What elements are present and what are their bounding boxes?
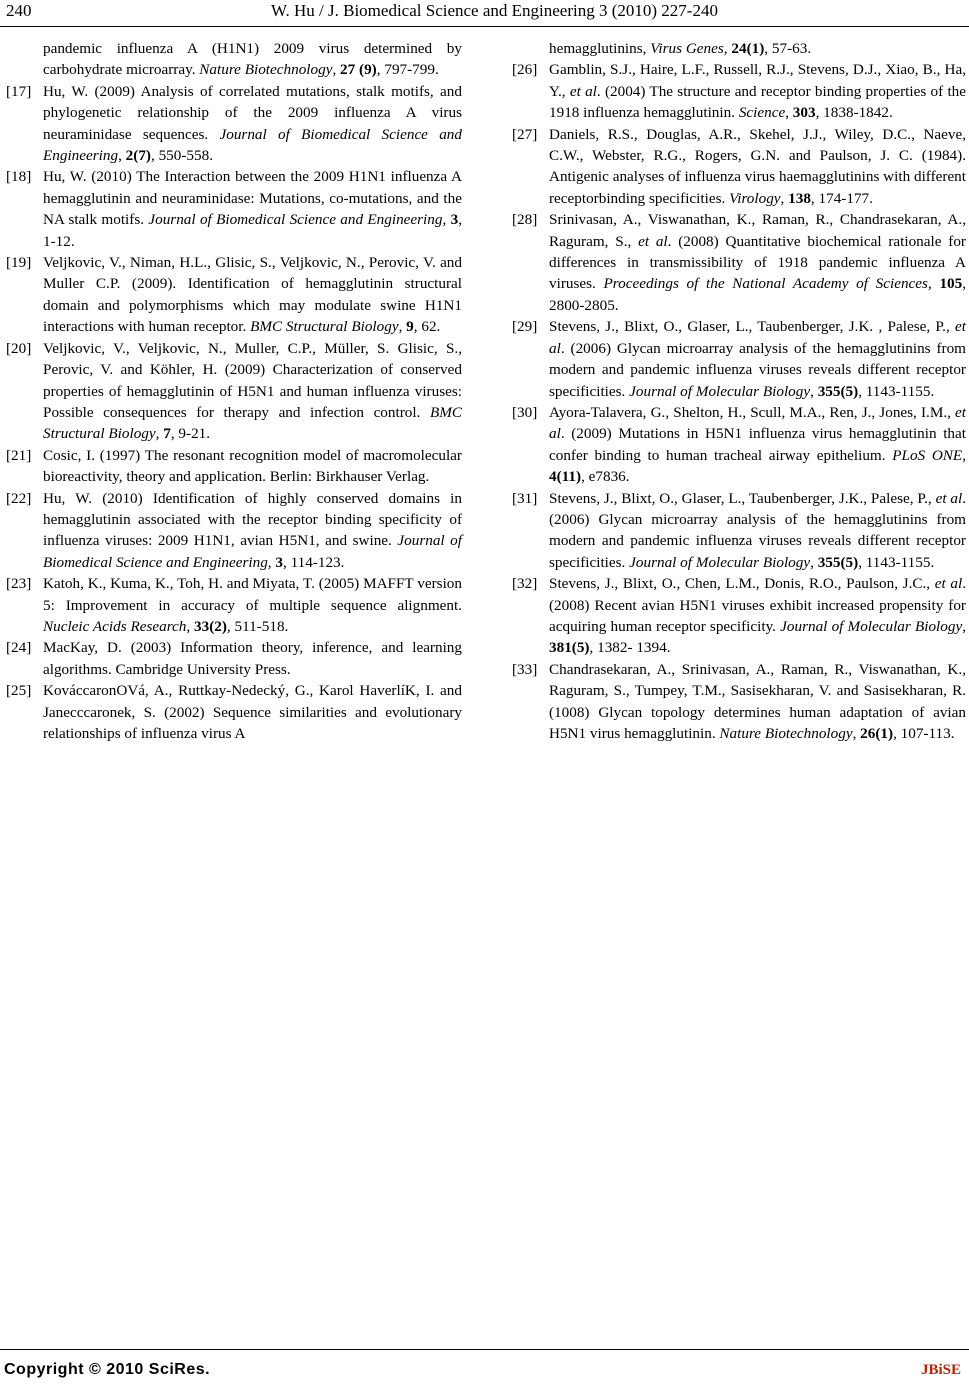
reference-number: [17] — [6, 82, 32, 100]
citation-text: , 9-21. — [170, 425, 211, 443]
reference-list — [512, 59, 966, 744]
page-number: 240 — [6, 1, 32, 20]
citation-text: Srinivasan, A., Viswanathan, K., Raman, R., Chandrasekaran, A., Raguram, S., — [549, 211, 966, 250]
citation-text: , 797-799. — [376, 61, 439, 79]
citation-text: hemagglutinins, — [549, 40, 651, 57]
citation-text: , 1838-1842. — [815, 104, 893, 122]
citation-text: , — [785, 104, 793, 122]
citation-italic-text: et al — [549, 403, 966, 443]
citation-italic-text: et al — [638, 232, 668, 250]
reference-entry — [512, 124, 966, 210]
citation-bold-text: 2(7) — [125, 147, 151, 165]
reference-number: [22] — [6, 489, 32, 507]
citation-bold-text: 105 — [939, 275, 963, 293]
reference-number: [28] — [512, 211, 538, 229]
page-footer — [0, 1349, 969, 1385]
citation-text: , 511-518. — [226, 617, 289, 635]
reference-entry — [6, 81, 462, 167]
reference-entry — [6, 488, 462, 574]
citation-text: , 57-63. — [764, 40, 812, 57]
citation-italic-text: Proceedings of the National Academy of Sciences — [603, 275, 928, 293]
reference-number: [32] — [512, 575, 538, 593]
citation-text: Hu, W. (2010) The Interaction between the 2009 H1N1 influenza A hemagglutinin and neuraminidase: Mutations, co-mutations, and the NA stalk motifs. — [43, 168, 462, 229]
reference-entry — [6, 573, 462, 637]
citation-italic-text: Journal of Molecular Biology — [629, 553, 811, 571]
citation-bold-text: 26(1) — [860, 725, 894, 742]
reference-number: [30] — [512, 403, 538, 421]
reference-entry — [512, 209, 966, 316]
reference-list — [6, 81, 462, 745]
reference-entry — [6, 637, 462, 680]
citation-italic-text: Nature Biotechnology — [199, 61, 333, 79]
citation-text: . (2008) Recent avian H5N1 viruses exhibit increased propensity for acquiring human receptor specificity. — [549, 575, 966, 635]
left-column — [6, 38, 462, 744]
citation-text: Veljkovic, V., Niman, H.L., Glisic, S., Veljkovic, N., Perovic, V. and Muller C.P. (2009). Identification of hemagglutinin structural domain and polymorphisms which may modulate swine H1N1 interactions with human receptor. — [43, 254, 462, 336]
citation-text: , 107-113. — [893, 725, 955, 742]
citation-text: , 1382- 1394. — [589, 639, 671, 657]
citation-bold-text: 381(5) — [549, 639, 590, 657]
citation-italic-text: Journal of Molecular Biology — [629, 382, 811, 400]
citation-text: Gamblin, S.J., Haire, L.F., Russell, R.J., Stevens, D.J., Xiao, B., Ha, Y., — [549, 61, 966, 100]
page-header — [0, 0, 969, 30]
right-column — [512, 38, 966, 744]
reference-number: [21] — [6, 446, 32, 464]
reference-entry — [6, 338, 462, 445]
citation-text: , 62. — [413, 318, 441, 336]
citation-bold-text: 355(5) — [817, 382, 859, 400]
citation-text: Katoh, K., Kuma, K., Toh, H. and Miyata, T. (2005) MAFFT version 5: Improvement in accuracy of multiple sequence alignment. — [43, 575, 462, 614]
reference-entry — [6, 166, 462, 252]
citation-text: . (2009) Mutations in H5N1 influenza virus hemagglutinin that confer binding to human tracheal airway epithelium. — [549, 425, 966, 464]
citation-italic-text: et al — [934, 575, 963, 593]
reference-number: [19] — [6, 254, 32, 272]
citation-text: , — [118, 147, 126, 165]
citation-text: pandemic influenza A (H1N1) 2009 virus determined by carbohydrate microarray. — [43, 40, 462, 79]
footer-rule — [0, 1349, 969, 1350]
citation-text: , 174-177. — [810, 189, 873, 207]
citation-italic-text: et al — [549, 318, 966, 357]
citation-bold-text: 7 — [163, 425, 171, 443]
citation-text: Ayora-Talavera, G., Shelton, H., Scull, M.A., Ren, J., Jones, I.M., — [549, 403, 956, 421]
ref-continuation — [6, 38, 462, 81]
citation-text: , — [810, 553, 818, 571]
reference-entry — [512, 488, 966, 574]
citation-bold-text: 27 (9) — [340, 61, 377, 79]
citation-bold-text: 4(11) — [549, 468, 582, 486]
citation-text: , e7836. — [581, 468, 630, 486]
reference-number: [31] — [512, 489, 538, 507]
citation-text: , — [962, 617, 966, 635]
citation-italic-text: Journal of Biomedical Science and Engineering — [148, 211, 443, 229]
citation-bold-text: 355(5) — [817, 553, 859, 571]
citation-italic-text: Journal of Biomedical Science and Engineering — [43, 532, 462, 571]
header-rule — [0, 26, 969, 27]
reference-number: [27] — [512, 125, 538, 143]
reference-entry — [512, 316, 966, 402]
citation-bold-text: 138 — [788, 189, 811, 207]
reference-entry — [512, 402, 966, 488]
citation-text: . (2006) Glycan microarray analysis of the hemagglutinins from modern and pandemic influenza viruses reveals different receptor specificities. — [549, 489, 966, 571]
citation-bold-text: 33(2) — [194, 617, 227, 635]
citation-italic-text: Journal of Biomedical Science and Engineering — [43, 125, 462, 165]
citation-text: , — [810, 382, 818, 400]
reference-entry — [512, 59, 966, 123]
reference-entry — [6, 680, 462, 744]
citation-italic-text: Science — [738, 104, 786, 122]
citation-text: , — [186, 617, 194, 635]
reference-number: [25] — [6, 682, 32, 700]
reference-number: [33] — [512, 660, 538, 678]
citation-text: , 1-12. — [43, 211, 462, 250]
reference-number: [18] — [6, 168, 32, 186]
citation-italic-text: et al — [935, 489, 963, 507]
citation-text: , — [723, 40, 732, 57]
citation-bold-text: 24(1) — [731, 40, 765, 57]
citation-italic-text: Virus Genes — [650, 40, 724, 57]
citation-bold-text: 3 — [275, 553, 283, 571]
citation-bold-text: 9 — [406, 318, 414, 336]
citation-italic-text: Nature Biotechnology — [719, 725, 853, 742]
citation-text: . (2008) Quantitative biochemical rationale for differences in transmissibility of 1918 pandemic influenza A viruses. — [549, 232, 966, 293]
reference-number: [23] — [6, 575, 32, 593]
citation-text: Chandrasekaran, A., Srinivasan, A., Raman, R., Viswanathan, K., Raguram, S., Tumpey, T.M., Sasisekharan, V. and Sasisekharan, R. (1008) Glycan topology determines human adaptation of avian H5N1 virus hemagglutinin. — [549, 660, 966, 742]
citation-text: Hu, W. (2010) Identification of highly conserved domains in hemagglutinin associated with the receptor binding specificity of influenza viruses: 2009 H1N1, avian H5N1, and swine. — [43, 489, 462, 550]
reference-entry — [6, 252, 462, 338]
citation-text: , 2800-2805. — [549, 275, 967, 314]
copyright-notice: Copyright © 2010 SciRes. — [4, 1361, 211, 1378]
citation-text: , — [780, 189, 789, 207]
citation-text: , — [962, 446, 966, 464]
citation-italic-text: Virology — [729, 189, 781, 207]
reference-number: [26] — [512, 61, 538, 79]
citation-text: , — [852, 725, 861, 742]
citation-text: , 1143-1155. — [858, 382, 935, 400]
citation-bold-text: 3 — [450, 211, 459, 229]
citation-text: , — [267, 553, 276, 571]
citation-text: Daniels, R.S., Douglas, A.R., Skehel, J.J., Wiley, D.C., Naeve, C.W., Webster, R.G., Rogers, G.N. and Paulson, J. C. (1984). Antigenic analyses of influenza virus haemagglutinins with different receptorbinding specificities. — [549, 125, 966, 207]
citation-text: , — [332, 61, 341, 79]
citation-text: , — [442, 211, 451, 229]
citation-text: Stevens, J., Blixt, O., Glaser, L., Taubenberger, J.K., Palese, P., — [549, 489, 936, 507]
citation-text: , — [927, 275, 940, 293]
journal-abbreviation: JBiSE — [920, 1362, 961, 1378]
citation-text: , — [398, 318, 407, 336]
citation-italic-text: Journal of Molecular Biology — [780, 617, 963, 635]
citation-italic-text: BMC Structural Biology — [250, 318, 399, 336]
reference-entry — [512, 659, 966, 745]
citation-text: Cosic, I. (1997) The resonant recognition model of macromolecular bioreactivity, theory and application. Berlin: Birkhauser Verlag. — [43, 446, 462, 486]
reference-entry — [512, 573, 966, 659]
citation-italic-text: BMC Structural Biology — [43, 403, 462, 443]
citation-text: . (2006) Glycan microarray analysis of the hemagglutinins from modern and pandemic influenza viruses reveals different receptor specificities. — [549, 339, 966, 400]
citation-text: Stevens, J., Blixt, O., Chen, L.M., Donis, R.O., Paulson, J.C., — [549, 575, 935, 593]
citation-text: Veljkovic, V., Veljkovic, N., Muller, C.P., Müller, S. Glisic, S., Perovic, V. and Köhler, H. (2009) Characterization of conserved properties of hemagglutinin of H5N1 and human influenza viruses: Possible consequences for therapy and infection control. — [43, 339, 462, 421]
citation-bold-text: 303 — [792, 104, 816, 122]
reference-number: [29] — [512, 318, 538, 336]
citation-italic-text: PLoS ONE — [892, 446, 963, 464]
reference-number: [24] — [6, 639, 32, 657]
citation-italic-text: Nucleic Acids Research — [43, 617, 187, 635]
citation-text: , 114-123. — [282, 553, 345, 571]
running-title: W. Hu / J. Biomedical Science and Engineering 3 (2010) 227-240 — [271, 1, 718, 20]
citation-text: , 550-558. — [150, 147, 213, 165]
citation-text: MacKay, D. (2003) Information theory, inference, and learning algorithms. Cambridge University Press. — [43, 639, 462, 678]
citation-text: KováccaronOVá, A., Ruttkay-Nedecký, G., Karol HaverlíK, I. and Janecccaronek, S. (2002) Sequence similarities and evolutionary relationships of influenza virus A — [43, 682, 462, 742]
citation-italic-text: et al — [569, 82, 597, 100]
ref-continuation — [512, 38, 966, 59]
reference-entry — [6, 445, 462, 488]
citation-text: Hu, W. (2009) Analysis of correlated mutations, stalk motifs, and phylogenetic relationship of the 2009 influenza A virus neuraminidase sequences. — [43, 82, 462, 143]
citation-text: . (2004) The structure and receptor binding properties of the 1918 influenza hemagglutinin. — [549, 82, 966, 122]
citation-text: , — [155, 425, 164, 443]
citation-text: , 1143-1155. — [858, 553, 935, 571]
citation-text: Stevens, J., Blixt, O., Glaser, L., Taubenberger, J.K. , Palese, P., — [549, 318, 956, 336]
reference-number: [20] — [6, 339, 32, 357]
